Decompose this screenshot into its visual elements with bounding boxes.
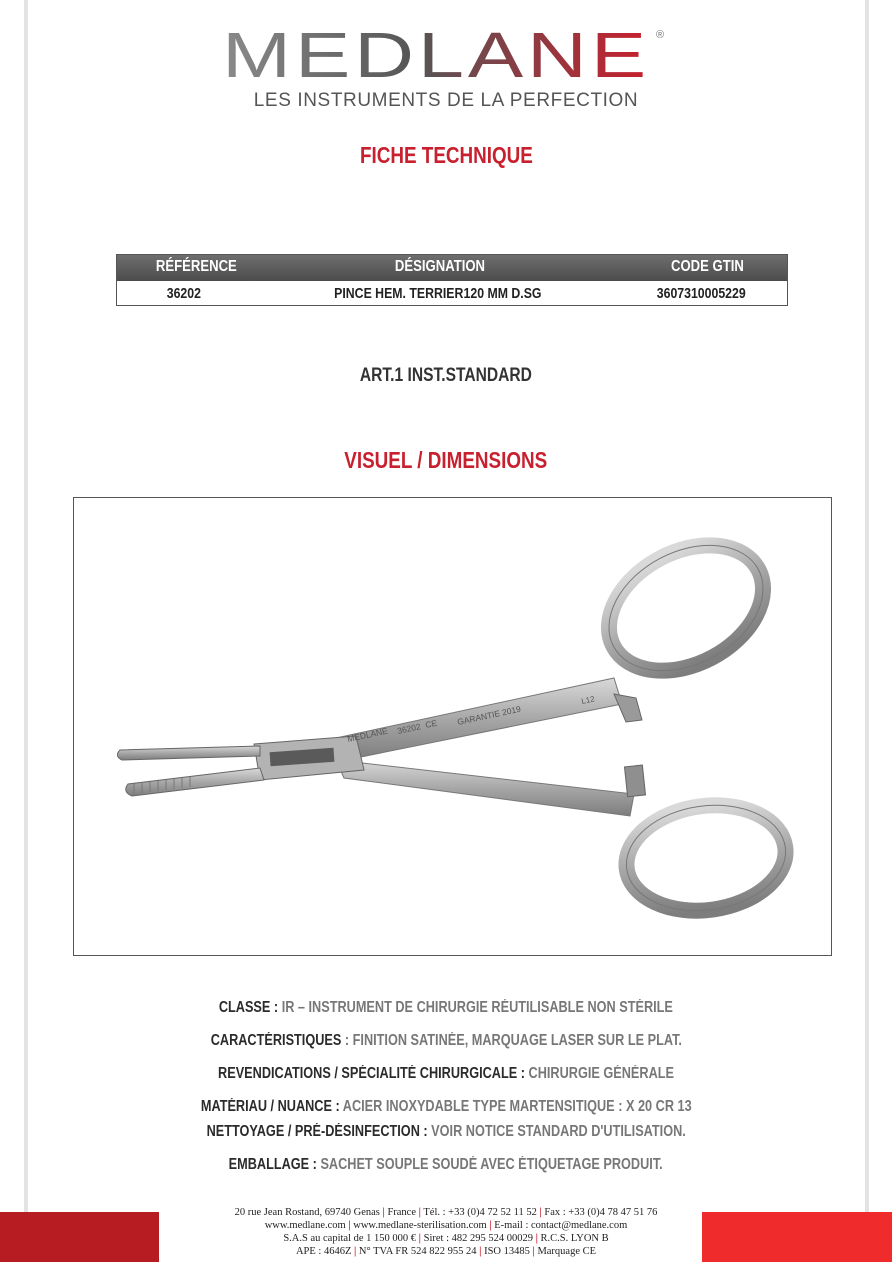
page-border-left — [24, 0, 28, 1212]
footer-line-registration: APE : 4646Z | N° TVA FR 524 822 955 24 | ISO 13485 | Marquage CE — [295, 1246, 597, 1257]
table-header — [117, 255, 787, 281]
spec-materiau: MATÉRIAU / NUANCE : ACIER INOXYDABLE TYPE MARTENSITIQUE : X 20 CR 13 — [200, 1098, 692, 1115]
brand-tagline: LES INSTRUMENTS DE LA PERFECTION — [253, 90, 639, 111]
email-link[interactable]: E-mail : contact@medlane.com — [494, 1220, 628, 1231]
engraving-ce: CE — [424, 717, 438, 730]
visual-title: VISUEL / DIMENSIONS — [344, 447, 548, 473]
spec-nettoyage: NETTOYAGE / PRÉ-DÉSINFECTION : VOIR NOTICE STANDARD D'UTILISATION. — [206, 1123, 686, 1140]
engraving-ref: 36202 — [396, 721, 422, 736]
engraving-brand: MEDLANE — [346, 725, 389, 744]
article-type: ART.1 INST.STANDARD — [360, 365, 532, 386]
header-reference: RÉFÉRENCE — [155, 258, 237, 275]
spec-emballage: EMBALLAGE : SACHET SOUPLE SOUDÉ AVEC ÉTIQUETAGE PRODUIT. — [228, 1156, 664, 1173]
page-border-right — [865, 0, 869, 1212]
footer-line-web: www.medlane.com | www.medlane-sterilisation.com | E-mail : contact@medlane.com — [264, 1220, 628, 1231]
table-row — [117, 281, 787, 305]
page-title: FICHE TECHNIQUE — [359, 142, 533, 168]
engraving-guarantee: GARANTIE 2019 — [456, 703, 522, 727]
footer-line-address: 20 rue Jean Rostand, 69740 Genas | France | Tél. : +33 (0)4 72 52 11 52 | Fax : +33 (0)4 78 47 51 76 — [234, 1207, 658, 1218]
registered-mark: ® — [656, 29, 665, 41]
reference-table — [116, 254, 788, 306]
cell-gtin: 3607310005229 — [656, 285, 746, 302]
website-link[interactable]: www.medlane.com — [264, 1220, 346, 1231]
cell-designation-name: PINCE HEM. TERRIER — [334, 285, 464, 302]
spec-revendications: REVENDICATIONS / SPÉCIALITÉ CHIRURGICALE : CHIRURGIE GÉNÉRALE — [218, 1065, 674, 1082]
header-gtin: CODE GTIN — [671, 258, 744, 275]
spec-classe: CLASSE : IR – INSTRUMENT DE CHIRURGIE RÉUTILISABLE NON STÉRILE — [218, 999, 674, 1016]
header-designation: DÉSIGNATION — [394, 258, 486, 275]
forceps-image — [74, 498, 831, 955]
instrument-photo-frame — [73, 497, 832, 956]
medlane-logo — [222, 24, 672, 84]
footer — [0, 1206, 892, 1258]
cell-reference: 36202 — [166, 285, 201, 302]
brand-name: MEDLANE — [222, 24, 650, 84]
cell-designation-size: 120 MM D.SG — [463, 285, 542, 302]
sterilisation-website-link[interactable]: www.medlane-sterilisation.com — [353, 1220, 487, 1231]
engraving-lot: L12 — [580, 694, 596, 706]
spec-caracteristiques: CARACTÉRISTIQUES : FINITION SATINÉE, MARQUAGE LASER SUR LE PLAT. — [210, 1032, 682, 1049]
footer-line-company: S.A.S au capital de 1 150 000 € | Siret : 482 295 524 00029 | R.C.S. LYON B — [283, 1233, 609, 1244]
